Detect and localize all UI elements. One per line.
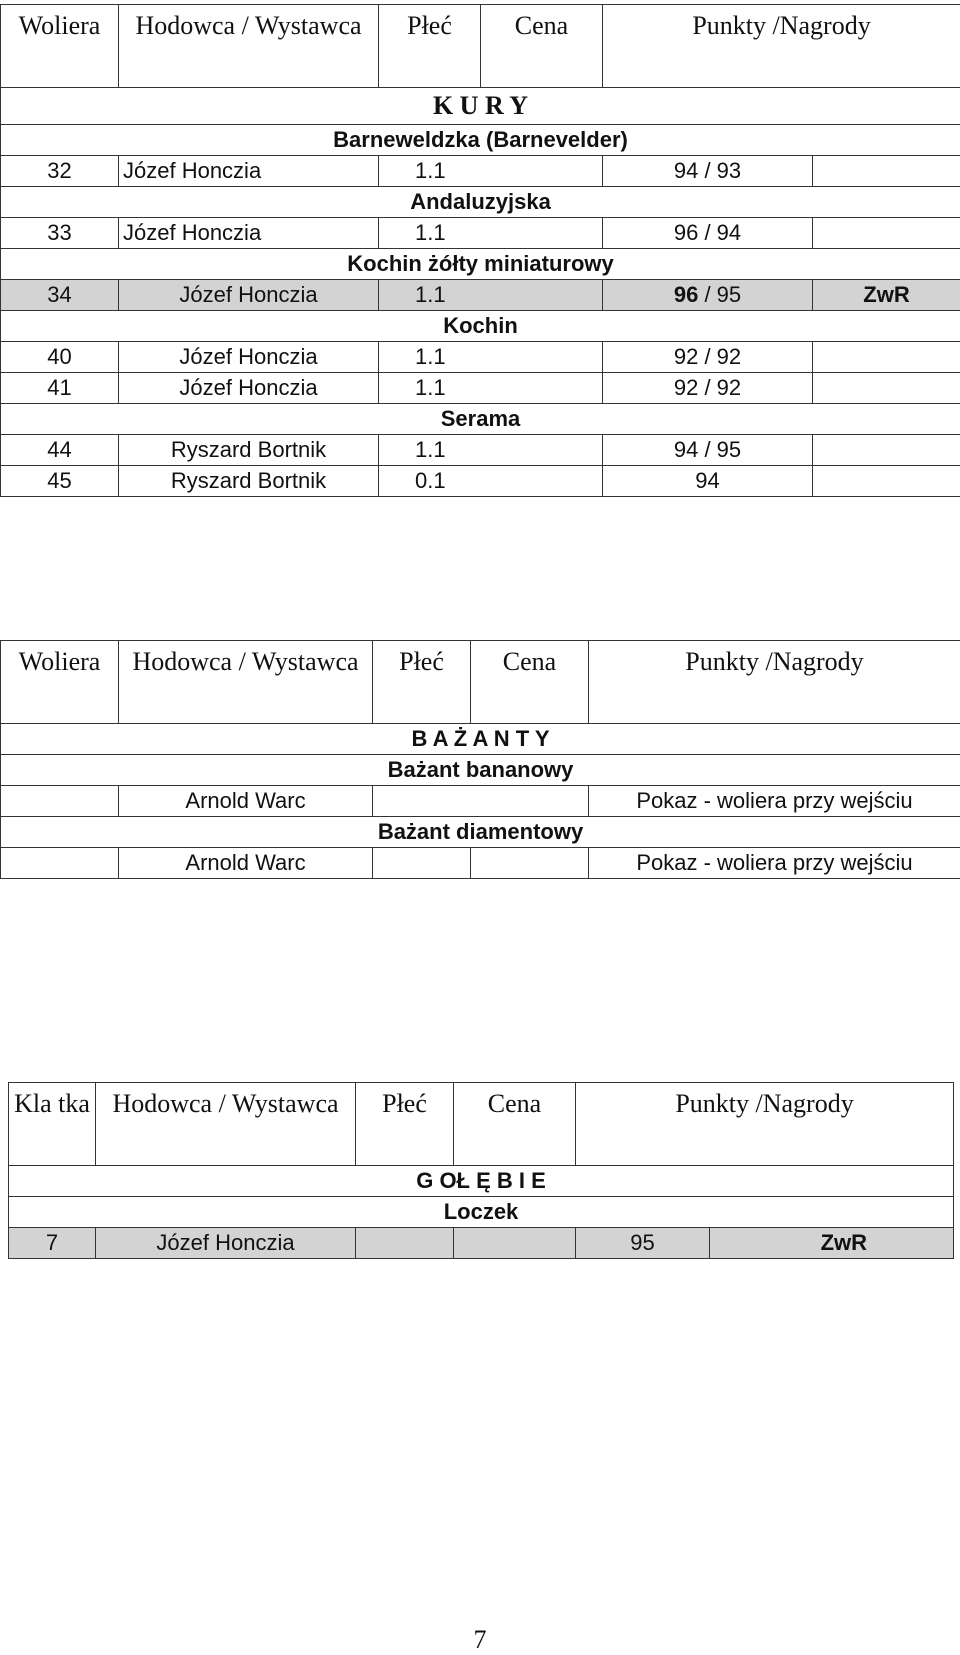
cell-plec: 1.1: [379, 373, 603, 404]
cell-plec: 1.1: [379, 435, 603, 466]
cell-hodowca: Józef Honczia: [96, 1228, 356, 1259]
cell-punkty: Pokaz - woliera przy wejściu: [589, 848, 960, 879]
cell-hodowca: Józef Honczia: [119, 156, 379, 187]
page-number: 7: [0, 1625, 960, 1655]
category-title: G OŁ Ę B I E: [9, 1166, 954, 1197]
cell-cena: [454, 1228, 576, 1259]
header-plec: Płeć: [373, 641, 471, 724]
cell-hodowca: Józef Honczia: [119, 373, 379, 404]
table-bazanty: [0, 640, 960, 879]
cell-hodowca: Arnold Warc: [119, 786, 373, 817]
cell-plec: [373, 848, 471, 879]
header-woliera: Woliera: [1, 641, 119, 724]
cell-plec-cena: [373, 786, 589, 817]
breed-name: Serama: [1, 404, 960, 435]
cell-nagroda: [813, 373, 960, 404]
punkty-bold: 96: [674, 282, 698, 307]
cell-punkty: 94 / 93: [603, 156, 813, 187]
cell-hodowca: Ryszard Bortnik: [119, 466, 379, 497]
header-woliera: Woliera: [1, 5, 119, 88]
cell-woliera: 45: [1, 466, 119, 497]
cell-woliera: 33: [1, 218, 119, 249]
table-row: [1, 435, 960, 466]
cell-nagroda: [813, 342, 960, 373]
header-cena: Cena: [471, 641, 589, 724]
breed-row: [1, 249, 960, 280]
cell-punkty: [603, 280, 813, 311]
header-hodowca: Hodowca / Wystawca: [119, 641, 373, 724]
breed-row: [1, 187, 960, 218]
cell-klatka: 7: [9, 1228, 96, 1259]
header-punkty: Punkty /Nagrody: [603, 5, 960, 88]
header-hodowca: Hodowca / Wystawca: [119, 5, 379, 88]
cell-plec: 1.1: [379, 218, 603, 249]
cell-nagroda: ZwR: [813, 280, 960, 311]
cell-punkty: 94: [603, 466, 813, 497]
table-row: [1, 342, 960, 373]
cell-plec: 1.1: [379, 280, 603, 311]
cell-plec: 1.1: [379, 342, 603, 373]
cell-punkty: 94 / 95: [603, 435, 813, 466]
cell-punkty: 95: [576, 1228, 710, 1259]
cell-woliera: 34: [1, 280, 119, 311]
breed-row: [1, 125, 960, 156]
breed-name: Loczek: [9, 1197, 954, 1228]
breed-row: [9, 1197, 954, 1228]
breed-name: Bażant diamentowy: [1, 817, 960, 848]
cell-hodowca: Arnold Warc: [119, 848, 373, 879]
header-punkty: Punkty /Nagrody: [576, 1083, 954, 1166]
cell-punkty: Pokaz - woliera przy wejściu: [589, 786, 960, 817]
cell-nagroda: [813, 466, 960, 497]
breed-row: [1, 404, 960, 435]
punkty-rest: / 95: [698, 282, 741, 307]
cell-plec: 0.1: [379, 466, 603, 497]
cell-nagroda: [813, 156, 960, 187]
cell-woliera: [1, 848, 119, 879]
header-plec: Płeć: [356, 1083, 454, 1166]
header-cena: Cena: [481, 5, 603, 88]
category-title: B A Ż A N T Y: [1, 724, 960, 755]
table-header-row: [1, 5, 960, 88]
breed-name: Kochin: [1, 311, 960, 342]
table-kury: [0, 4, 960, 497]
cell-punkty: 96 / 94: [603, 218, 813, 249]
table-header-row: [9, 1083, 954, 1166]
cell-punkty: 92 / 92: [603, 342, 813, 373]
table-golebie: [8, 1082, 954, 1259]
header-punkty: Punkty /Nagrody: [589, 641, 960, 724]
cell-nagroda: ZwR: [710, 1228, 954, 1259]
cell-hodowca: Józef Honczia: [119, 218, 379, 249]
cell-woliera: 44: [1, 435, 119, 466]
table-row: [1, 786, 960, 817]
category-row: [9, 1166, 954, 1197]
table-row: [1, 156, 960, 187]
cell-woliera: 40: [1, 342, 119, 373]
category-row: [1, 88, 960, 125]
header-klatka: Kla tka: [9, 1083, 96, 1166]
cell-plec: 1.1: [379, 156, 603, 187]
header-hodowca: Hodowca / Wystawca: [96, 1083, 356, 1166]
cell-nagroda: [813, 218, 960, 249]
breed-name: Barneweldzka (Barnevelder): [1, 125, 960, 156]
breed-row: [1, 817, 960, 848]
cell-woliera: 41: [1, 373, 119, 404]
cell-nagroda: [813, 435, 960, 466]
cell-hodowca: Józef Honczia: [119, 342, 379, 373]
table-header-row: [1, 641, 960, 724]
category-title: K U R Y: [1, 88, 960, 125]
cell-cena: [471, 848, 589, 879]
cell-hodowca: Ryszard Bortnik: [119, 435, 379, 466]
table-row-highlighted: [9, 1228, 954, 1259]
header-cena: Cena: [454, 1083, 576, 1166]
table-row: [1, 373, 960, 404]
cell-hodowca: Józef Honczia: [119, 280, 379, 311]
cell-woliera: [1, 786, 119, 817]
cell-punkty: 92 / 92: [603, 373, 813, 404]
cell-woliera: 32: [1, 156, 119, 187]
breed-name: Andaluzyjska: [1, 187, 960, 218]
breed-row: [1, 755, 960, 786]
breed-name: Bażant bananowy: [1, 755, 960, 786]
table-row: [1, 466, 960, 497]
breed-name: Kochin żółty miniaturowy: [1, 249, 960, 280]
table-row-highlighted: [1, 280, 960, 311]
cell-plec: [356, 1228, 454, 1259]
header-plec: Płeć: [379, 5, 481, 88]
table-row: [1, 218, 960, 249]
category-row: [1, 724, 960, 755]
table-row: [1, 848, 960, 879]
breed-row: [1, 311, 960, 342]
